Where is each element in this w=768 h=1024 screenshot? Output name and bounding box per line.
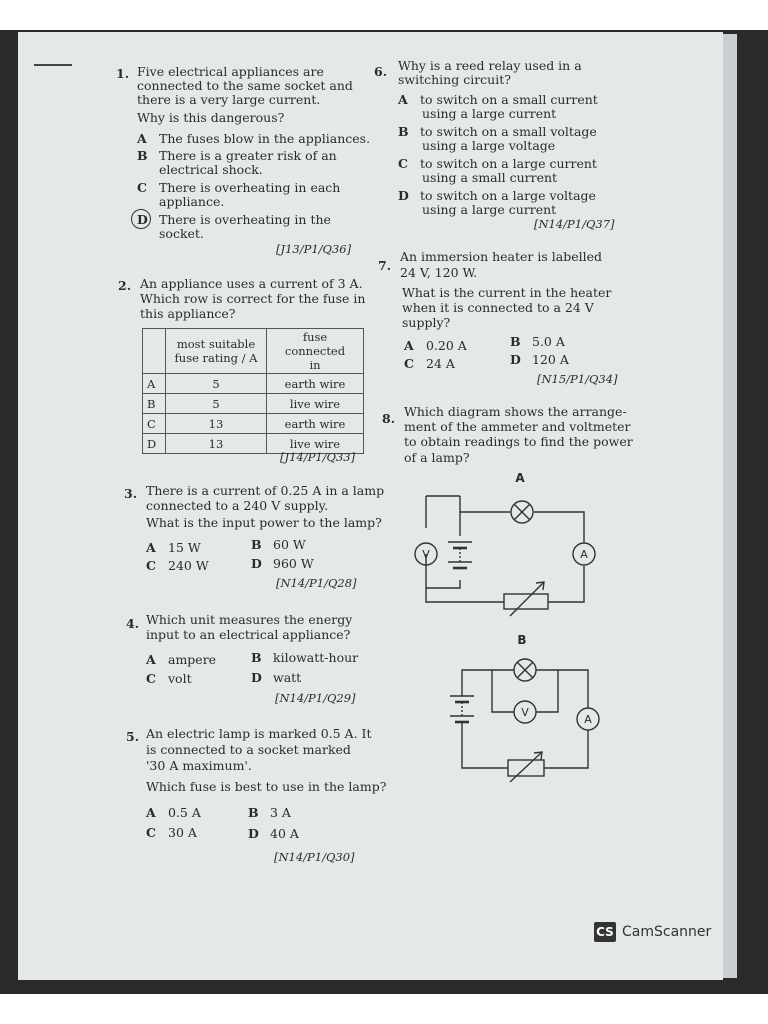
wire xyxy=(548,566,584,602)
wire xyxy=(536,670,588,712)
question-number: 4. xyxy=(126,616,140,631)
q4-stem-line: input to an electrical appliance? xyxy=(146,627,351,642)
q5-question: Which fuse is best to use in the lamp? xyxy=(146,779,387,794)
question-number: 7. xyxy=(378,258,392,273)
rheostat-arrow xyxy=(510,752,542,782)
q3-stem-line: What is the input power to the lamp? xyxy=(146,515,382,530)
row-connected: live wire xyxy=(267,394,364,414)
q5-option-d: D 40 A xyxy=(248,826,299,841)
wire xyxy=(462,734,508,768)
q8-stem-line: to obtain readings to find the power xyxy=(404,434,633,449)
q6-stem-line: switching circuit? xyxy=(398,72,511,87)
q8-stem-line: Which diagram shows the arrange- xyxy=(404,404,627,419)
row-label: C xyxy=(143,414,166,434)
q5-stem-line: An electric lamp is marked 0.5 A. It xyxy=(146,726,372,741)
row-label: D xyxy=(143,434,166,454)
row-rating: 13 xyxy=(166,434,267,454)
q2-stem-line: Which row is correct for the fuse in xyxy=(140,291,366,306)
question-number: 1. xyxy=(116,66,130,81)
q6-option-a: A to switch on a small current xyxy=(398,92,598,107)
table-header-connected: fuse connected in xyxy=(267,329,364,374)
question-number: 6. xyxy=(374,64,388,79)
q8-stem-line: ment of the ammeter and voltmeter xyxy=(404,419,631,434)
row-rating: 5 xyxy=(166,374,267,394)
table-header-rating: most suitable fuse rating / A xyxy=(166,329,267,374)
q6-option-c: C to switch on a large current xyxy=(398,156,597,171)
diagram-b-label: B xyxy=(517,633,527,647)
row-label: A xyxy=(143,374,166,394)
row-connected: earth wire xyxy=(267,374,364,394)
q3-option-c: C 240 W xyxy=(146,558,209,573)
q3-option-b: B 60 W xyxy=(251,537,306,552)
staple-mark xyxy=(34,64,72,66)
q7-question-line: What is the current in the heater xyxy=(402,285,612,300)
q1-reference: [J13/P1/Q36] xyxy=(276,242,352,256)
q1-question: Why is this dangerous? xyxy=(137,110,285,125)
question-number: 5. xyxy=(126,729,140,744)
q1-option-c: C There is overheating in each xyxy=(137,180,341,195)
q7-option-b: B 5.0 A xyxy=(510,334,565,349)
voltmeter-symbol: V xyxy=(521,706,529,719)
worksheet-page xyxy=(18,32,723,980)
circuit-diagram-a xyxy=(408,466,608,618)
q1-option-a: A The fuses blow in the appliances. xyxy=(137,131,371,146)
question-number: 2. xyxy=(118,278,132,293)
question-number: 3. xyxy=(124,486,138,501)
q5-option-a: A 0.5 A xyxy=(146,805,201,820)
q4-stem-line: Which unit measures the energy xyxy=(146,612,353,627)
q3-reference: [N14/P1/Q28] xyxy=(276,576,357,590)
camscanner-logo: CS xyxy=(594,922,616,942)
q7-question-line: supply? xyxy=(402,315,451,330)
rheostat-arrow xyxy=(510,582,544,616)
q6-option-d: D to switch on a large voltage xyxy=(398,188,596,203)
ammeter-symbol: A xyxy=(584,713,592,726)
q7-option-d: D 120 A xyxy=(510,352,569,367)
q2-stem-line: An appliance uses a current of 3 A. xyxy=(140,276,363,291)
q6-stem-line: Why is a reed relay used in a xyxy=(398,58,582,73)
wire xyxy=(534,512,584,542)
diagram-a-label: A xyxy=(515,471,525,485)
q4-option-a: A ampere xyxy=(146,652,217,667)
bottom-margin xyxy=(0,994,768,1024)
q4-option-d: D watt xyxy=(251,670,302,685)
q3-option-a: A 15 W xyxy=(146,540,201,555)
q5-reference: [N14/P1/Q30] xyxy=(274,850,355,864)
q5-stem-line: '30 A maximum'. xyxy=(146,758,252,773)
q7-option-c: C 24 A xyxy=(404,356,455,371)
wire xyxy=(460,512,510,536)
q1-stem-line: connected to the same socket and xyxy=(137,78,353,93)
voltmeter-symbol: V xyxy=(422,548,430,561)
q1-option-d-cont: socket. xyxy=(159,226,204,241)
q6-option-b-cont: using a large voltage xyxy=(422,138,556,153)
row-rating: 5 xyxy=(166,394,267,414)
question-number: 8. xyxy=(382,411,396,426)
q3-stem-line: connected to a 240 V supply. xyxy=(146,498,329,513)
q6-option-c-cont: using a small current xyxy=(422,170,558,185)
top-margin xyxy=(0,0,768,30)
wire xyxy=(544,730,588,768)
circuit-diagram-b xyxy=(448,630,608,786)
q4-option-c: C volt xyxy=(146,671,192,686)
wire xyxy=(426,580,460,588)
q7-stem-line: An immersion heater is labelled xyxy=(400,249,602,264)
q2-reference: [J14/P1/Q33] xyxy=(280,450,356,464)
rheostat-icon xyxy=(504,594,548,609)
q6-option-d-cont: using a large current xyxy=(422,202,557,217)
q6-reference: [N14/P1/Q37] xyxy=(534,217,615,231)
q6-option-b: B to switch on a small voltage xyxy=(398,124,597,139)
row-connected: earth wire xyxy=(267,414,364,434)
q5-option-b: B 3 A xyxy=(248,805,291,820)
ammeter-symbol: A xyxy=(580,548,588,561)
q4-option-b: B kilowatt-hour xyxy=(251,650,359,665)
table-row xyxy=(143,414,364,434)
q6-option-a-cont: using a large current xyxy=(422,106,557,121)
row-rating: 13 xyxy=(166,414,267,434)
table-row xyxy=(143,374,364,394)
q1-option-b: B There is a greater risk of an xyxy=(137,148,337,163)
camscanner-text: CamScanner xyxy=(622,924,712,940)
q1-option-b-cont: electrical shock. xyxy=(159,162,263,177)
q5-option-c: C 30 A xyxy=(146,825,197,840)
wire xyxy=(426,554,504,602)
row-label: B xyxy=(143,394,166,414)
table-row xyxy=(143,394,364,414)
table-header-row xyxy=(143,329,364,374)
q3-stem-line: There is a current of 0.25 A in a lamp xyxy=(146,483,385,498)
rheostat-icon xyxy=(508,760,544,776)
q3-option-d: D 960 W xyxy=(251,556,314,571)
q7-option-a: A 0.20 A xyxy=(404,338,467,353)
q7-question-line: when it is connected to a 24 V xyxy=(402,300,594,315)
q1-option-d: D There is overheating in the xyxy=(137,212,331,227)
page-edge xyxy=(723,34,737,978)
q2-stem-line: this appliance? xyxy=(140,306,236,321)
fuse-table xyxy=(142,328,364,454)
q8-stem-line: of a lamp? xyxy=(404,450,470,465)
table-corner xyxy=(143,329,166,374)
q1-stem-line: there is a very large current. xyxy=(137,92,321,107)
row-connected: live wire xyxy=(267,434,364,454)
q5-stem-line: is connected to a socket marked xyxy=(146,742,351,757)
wire xyxy=(462,670,514,712)
q4-reference: [N14/P1/Q29] xyxy=(275,691,356,705)
q7-stem-line: 24 V, 120 W. xyxy=(400,265,478,280)
q7-reference: [N15/P1/Q34] xyxy=(537,372,618,386)
q1-option-c-cont: appliance. xyxy=(159,194,225,209)
q1-stem-line: Five electrical appliances are xyxy=(137,64,324,79)
